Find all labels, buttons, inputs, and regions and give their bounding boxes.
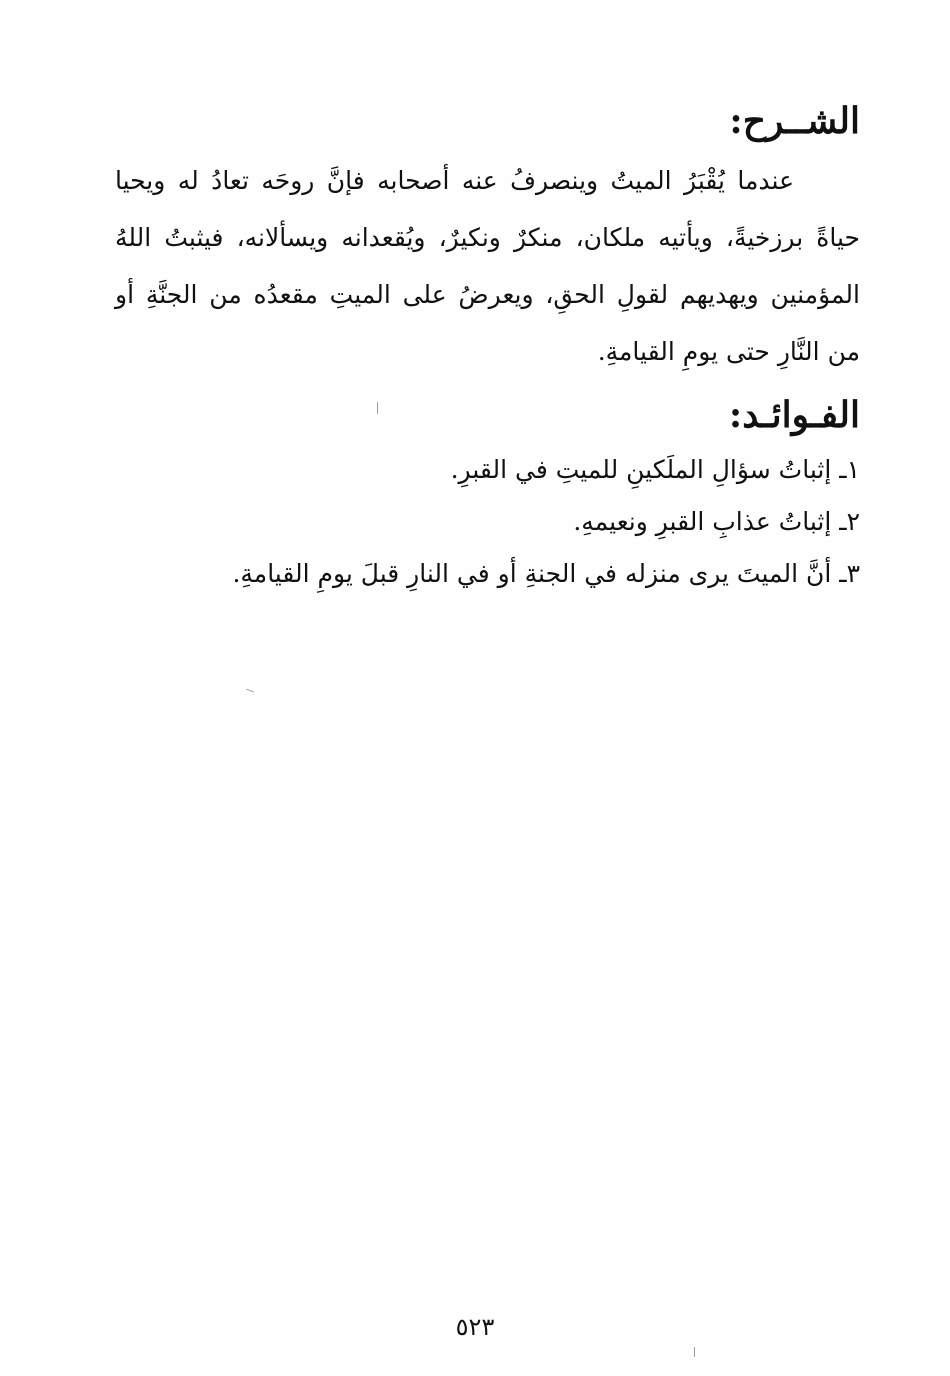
benefits-heading: الفـوائـد: <box>728 394 860 436</box>
explanation-heading: الشــرح: <box>729 100 860 142</box>
page-body <box>115 92 860 600</box>
scan-speck <box>694 1347 695 1357</box>
scan-speck <box>246 689 254 693</box>
benefit-item-3: ٣ـ أنَّ الميتَ يرى منزله في الجنةِ أو في النارِ قبلَ يومِ القيامةِ. <box>232 559 860 588</box>
benefits-list <box>115 444 860 600</box>
page-number: ٥٢٣ <box>455 1313 495 1341</box>
scan-speck <box>377 402 378 414</box>
benefit-item-2: ٢ـ إثباتُ عذابِ القبرِ ونعيمهِ. <box>573 507 860 536</box>
explanation-paragraph: عندما يُقْبَرُ الميتُ وينصرفُ عنه أصحابه فإنَّ روحَه تعادُ له ويحيا حياةً برزخيةً، ويأتيه ملكان، منكرٌ ونكيرٌ، ويُقعدانه ويسألانه، فيثبتُ اللهُ المؤمنين ويهديهم لقولِ الحقِ، ويعرضُ على الميتِ مقعدُه من الجنَّةِ أو من النَّارِ حتى يومِ القيامةِ. <box>115 166 860 366</box>
benefit-item-1: ١ـ إثباتُ سؤالِ الملَكينِ للميتِ في القبرِ. <box>450 455 860 484</box>
